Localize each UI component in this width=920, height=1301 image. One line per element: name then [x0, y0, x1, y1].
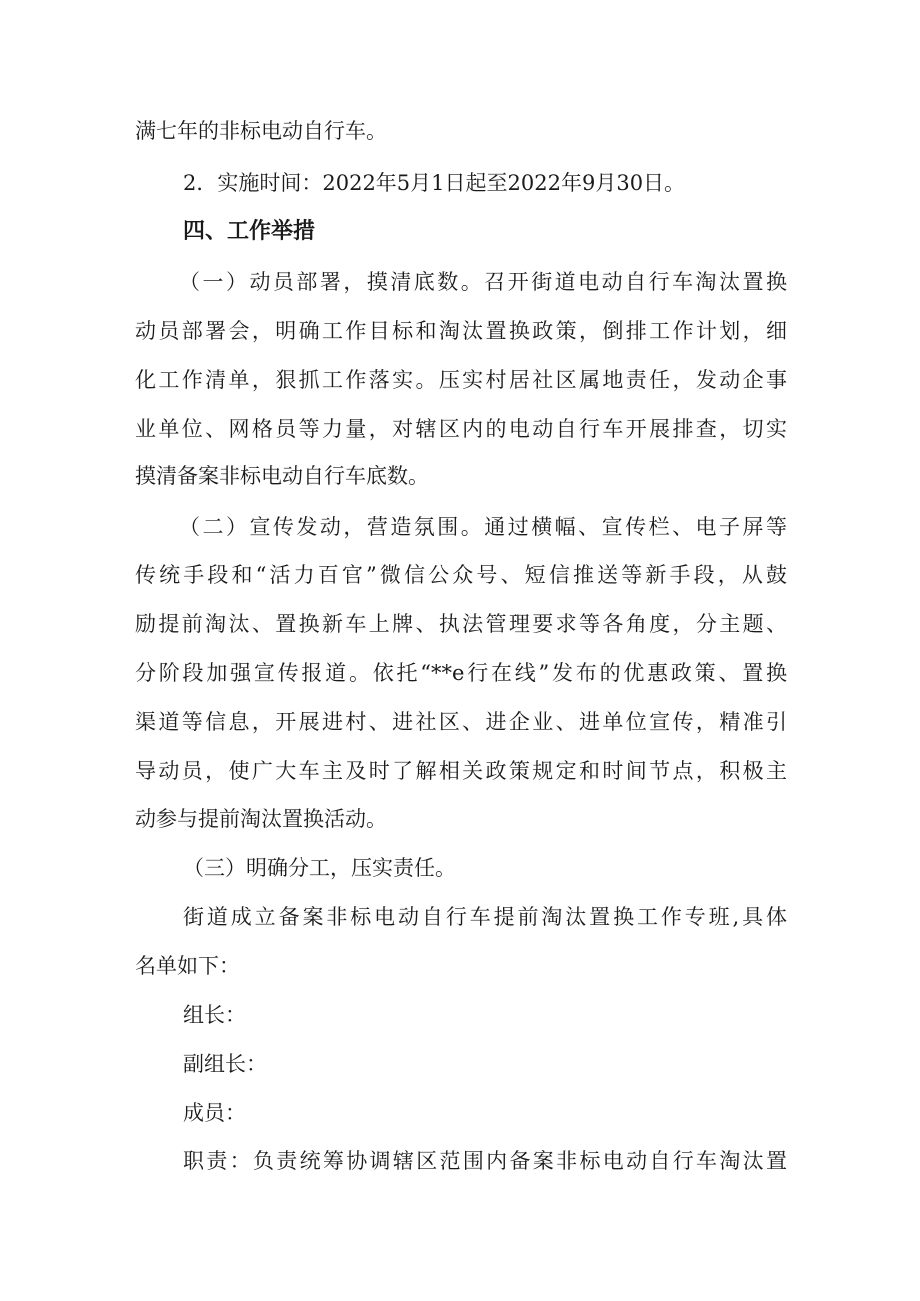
deputy-leader-label: 副组长：: [183, 1052, 267, 1076]
paragraph-2-line-2: 传统手段和“活力百官”微信公众号、短信推送等新手段，从鼓: [135, 563, 787, 587]
responsibility-line: 职责：负责统筹协调辖区范围内备案非标电动自行车淘汰置: [183, 1149, 787, 1173]
paragraph-2-line-1: （二）宣传发动，营造氛围。通过横幅、宣传栏、电子屏等: [179, 515, 787, 539]
subheading-division-of-labor: （三）明确分工，压实责任。: [183, 856, 456, 880]
paragraph-1-line-2: 动员部署会，明确工作目标和淘汰置换政策，倒排工作计划，细: [135, 319, 787, 343]
paragraph-1-line-4: 业单位、网格员等力量，对辖区内的电动自行车开展排查，切实: [135, 417, 787, 441]
team-leader-label: 组长：: [183, 1003, 246, 1027]
paragraph-3-line-1: 街道成立备案非标电动自行车提前淘汰置换工作专班,具体: [183, 905, 787, 929]
paragraph-2-line-5: 渠道等信息，开展进村、进社区、进企业、进单位宣传，精准引: [135, 710, 787, 734]
implementation-time-line: 2．实施时间：2022年5月1日起至2022年9月30日。: [183, 171, 686, 195]
paragraph-2-line-4: 分阶段加强宣传报道。依托“**e行在线”发布的优惠政策、置换: [135, 661, 787, 685]
paragraph-1-line-3: 化工作清单，狠抓工作落实。压实村居社区属地责任，发动企事: [135, 368, 787, 392]
paragraph-2-line-7: 动参与提前淘汰置换活动。: [135, 807, 387, 831]
paragraph-2-line-3: 励提前淘汰、置换新车上牌、执法管理要求等各角度，分主题、: [135, 612, 787, 636]
paragraph-3-line-2: 名单如下：: [135, 954, 240, 978]
members-label: 成员：: [183, 1101, 246, 1125]
section-heading-work-measures: 四、工作举措: [183, 219, 316, 244]
paragraph-line-1: 满七年的非标电动自行车。: [135, 119, 387, 143]
paragraph-1-line-5: 摸清备案非标电动自行车底数。: [135, 464, 429, 488]
paragraph-2-line-6: 导动员，使广大车主及时了解相关政策规定和时间节点，积极主: [135, 759, 787, 783]
paragraph-1-line-1: （一）动员部署，摸清底数。召开街道电动自行车淘汰置换: [179, 270, 787, 294]
